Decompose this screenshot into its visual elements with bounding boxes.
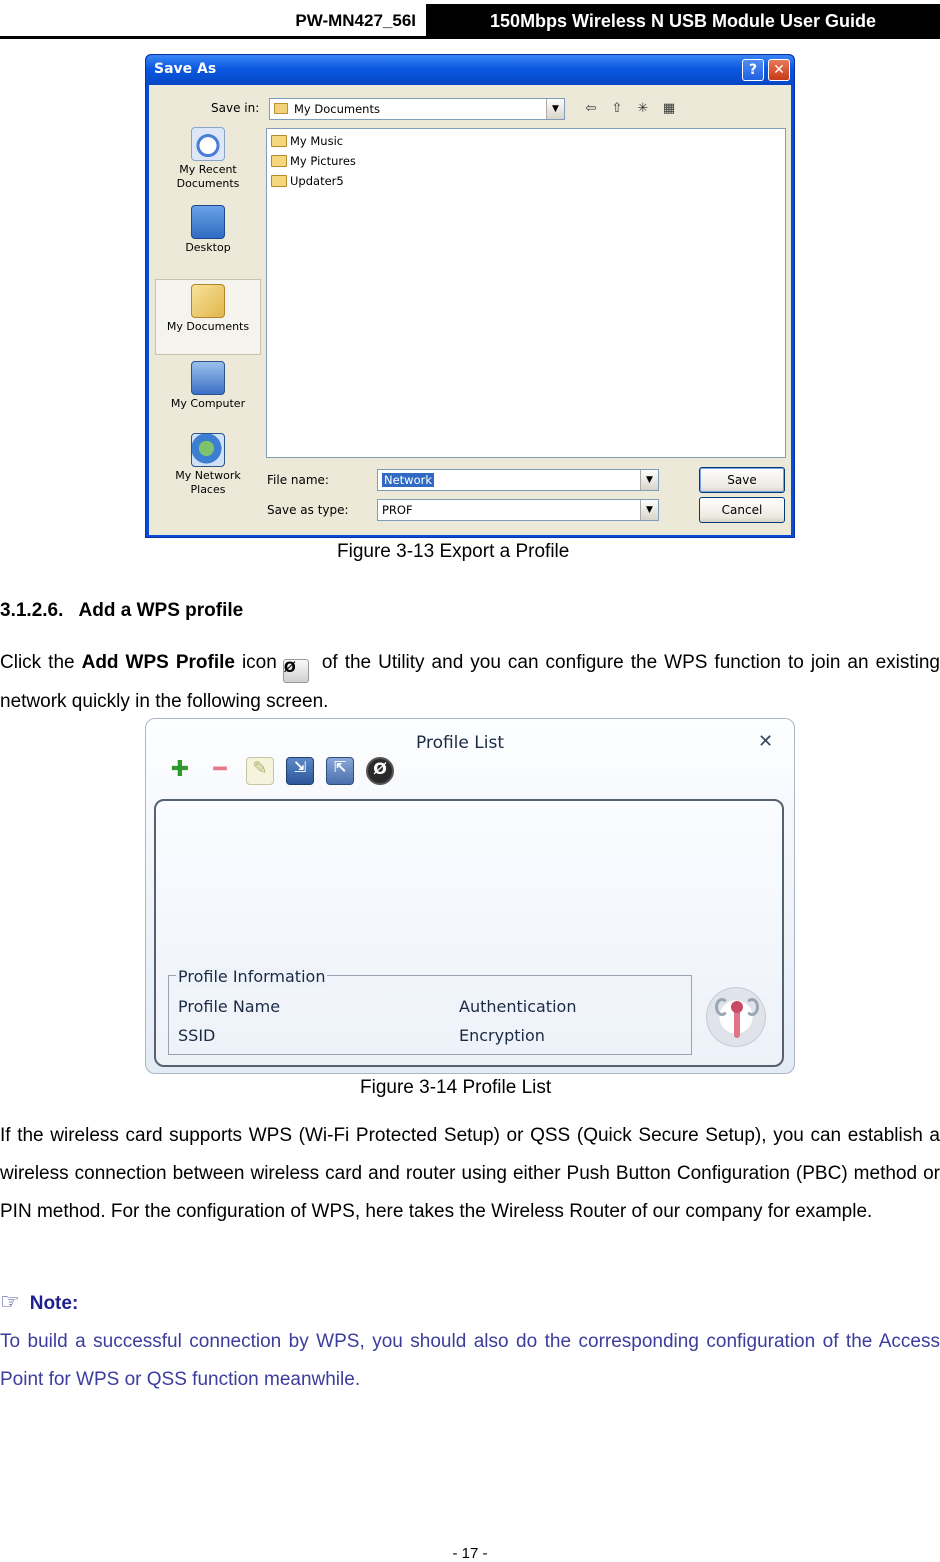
wireless-signal-icon	[706, 987, 766, 1047]
list-item[interactable]: My Pictures	[271, 152, 356, 170]
header-rule	[0, 36, 940, 39]
file-name-label: File name:	[267, 473, 329, 487]
profile-list-title: Profile List	[416, 733, 504, 753]
encryption-label: Encryption	[459, 1026, 545, 1045]
list-item[interactable]: My Music	[271, 132, 343, 150]
chevron-down-icon[interactable]: ▼	[640, 470, 658, 490]
edit-profile-icon[interactable]: ✎	[246, 757, 274, 785]
place-desktop[interactable]	[155, 205, 261, 255]
section-title: Add a WPS profile	[78, 600, 244, 621]
save-in-value: My Documents	[294, 102, 380, 116]
document-title: 150Mbps Wireless N USB Module User Guide	[426, 4, 940, 38]
save-in-label: Save in:	[211, 101, 260, 115]
place-label: My Network Places	[175, 469, 241, 496]
save-button[interactable]: Save	[699, 467, 785, 493]
profile-information-legend: Profile Information	[178, 967, 326, 986]
network-places-icon	[191, 433, 225, 467]
desktop-icon	[191, 205, 225, 239]
save-type-value: PROF	[382, 503, 413, 517]
section-heading	[0, 600, 243, 622]
place-my-computer[interactable]	[155, 361, 261, 411]
place-label: Desktop	[185, 241, 231, 254]
ssid-label: SSID	[178, 1026, 216, 1045]
profile-list-window	[145, 718, 795, 1074]
note-text: To build a successful connection by WPS, you should also do the corresponding configuration of the Access Point for WPS or QSS function meanwhile.	[0, 1331, 940, 1390]
help-button[interactable]: ?	[742, 59, 764, 81]
profile-name-label: Profile Name	[178, 997, 281, 1016]
note-heading: ☞ Note:	[0, 1290, 79, 1315]
close-icon[interactable]: ✕	[758, 731, 774, 752]
folder-icon	[271, 155, 287, 167]
my-documents-icon	[191, 284, 225, 318]
place-label: My Recent Documents	[176, 163, 240, 190]
body-paragraph: If the wireless card supports WPS (Wi-Fi Protected Setup) or QSS (Quick Secure Setup), you can establish a wireless connection between wireless card and router using either Push Button Configuration (PBC) method or PIN method. For the configuration of WPS, here takes the Wireless Router of our company for example.	[0, 1125, 940, 1222]
chevron-down-icon[interactable]: ▼	[640, 500, 658, 520]
file-name-value: Network	[384, 473, 433, 487]
file-name-field[interactable]	[377, 469, 659, 491]
place-recent-documents[interactable]	[155, 127, 261, 191]
place-label: My Documents	[166, 320, 250, 333]
place-label: My Computer	[170, 397, 246, 410]
authentication-label: Authentication	[459, 997, 577, 1016]
view-menu-icon[interactable]: ▦	[662, 101, 676, 116]
figure-caption: Figure 3-13 Export a Profile	[337, 541, 570, 562]
folder-icon	[274, 103, 288, 114]
page-number: - 17 -	[452, 1545, 488, 1562]
dialog-title: Save As	[154, 61, 217, 77]
save-type-select[interactable]	[377, 499, 659, 521]
back-icon[interactable]: ⇦	[585, 101, 597, 116]
close-button[interactable]: ✕	[768, 59, 790, 81]
file-list[interactable]	[266, 128, 786, 458]
places-bar	[155, 127, 261, 527]
pointing-hand-icon: ☞	[0, 1290, 20, 1315]
new-folder-icon[interactable]: ✳	[637, 101, 649, 116]
wps-icon: Ø	[283, 659, 309, 683]
save-as-dialog	[145, 54, 795, 538]
chevron-down-icon[interactable]: ▼	[546, 99, 564, 119]
import-profile-icon[interactable]: ⇲	[286, 757, 314, 785]
document-model: PW-MN427_56I	[295, 11, 416, 30]
export-profile-icon[interactable]: ⇱	[326, 757, 354, 785]
dialog-body	[149, 85, 791, 535]
recent-documents-icon	[191, 127, 225, 161]
add-profile-icon[interactable]: ✚	[170, 757, 190, 782]
folder-icon	[271, 175, 287, 187]
add-wps-profile-icon[interactable]: Ø	[366, 757, 394, 785]
remove-profile-icon[interactable]: ━	[213, 757, 227, 782]
folder-icon	[271, 135, 287, 147]
section-number: 3.1.2.6.	[0, 600, 64, 621]
save-type-label: Save as type:	[267, 503, 349, 517]
my-computer-icon	[191, 361, 225, 395]
intro-paragraph: Click the Add WPS Profile icon Ø of the Utility and you can configure the WPS function to join an existing network quickly in the following screen.	[0, 652, 940, 712]
cancel-button[interactable]: Cancel	[699, 497, 785, 523]
place-my-documents[interactable]	[155, 279, 261, 355]
figure-caption: Figure 3-14 Profile List	[360, 1077, 552, 1098]
dialog-titlebar	[146, 55, 794, 85]
save-in-select[interactable]	[269, 98, 565, 120]
place-network-places[interactable]	[155, 433, 261, 497]
list-item[interactable]: Updater5	[271, 172, 344, 190]
up-folder-icon[interactable]: ⇧	[611, 101, 623, 116]
add-wps-profile-term: Add WPS Profile	[81, 652, 235, 673]
